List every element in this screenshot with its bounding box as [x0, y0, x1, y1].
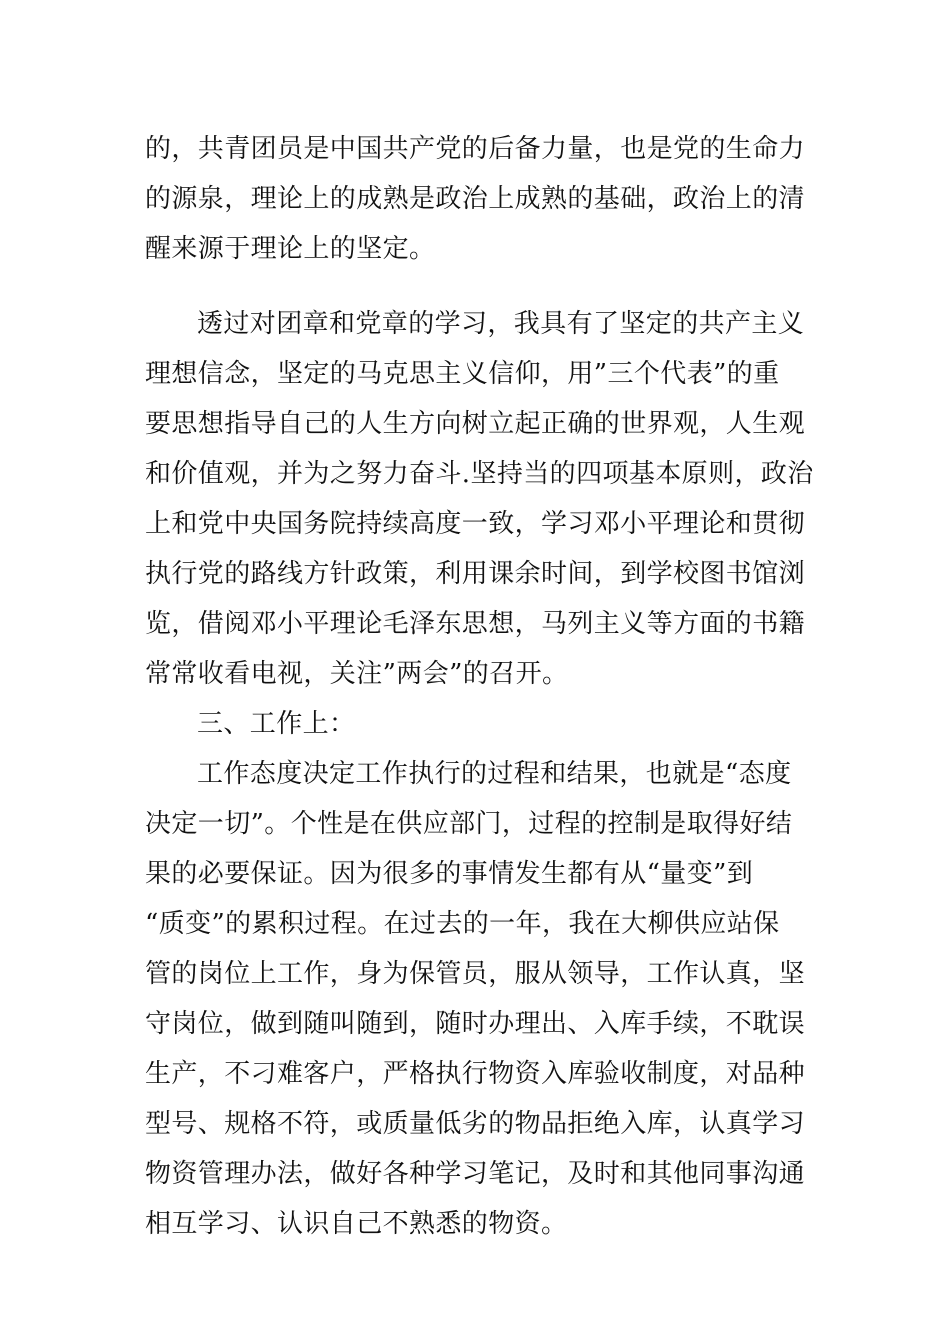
paragraph-gap — [145, 274, 810, 299]
text-line: 的源泉，理论上的成熟是政治上成熟的基础，政治上的清 — [145, 184, 806, 214]
text-line: 生产，不刁难客户，严格执行物资入库验收制度，对品种 — [145, 1059, 806, 1089]
text-line: 要思想指导自己的人生方向树立起正确的世界观，人生观 — [145, 409, 806, 439]
paragraph-study — [145, 299, 814, 699]
text-line: 常常收看电视，关注”两会”的召开。 — [145, 659, 569, 689]
text-line: 执行党的路线方针政策，利用课余时间，到学校图书馆浏 — [145, 559, 806, 589]
section-heading-work — [145, 699, 810, 749]
text-line: 决定一切”。个性是在供应部门，过程的控制是取得好结 — [145, 809, 793, 839]
text-line: 理想信念，坚定的马克思主义信仰，用”三个代表”的重 — [145, 359, 780, 389]
text-line: 相互学习、认识自己不熟悉的物资。 — [145, 1209, 568, 1239]
text-line: 型号、规格不符，或质量低劣的物品拒绝入库，认真学习 — [145, 1109, 806, 1139]
paragraph-intro-continuation — [145, 124, 810, 274]
text-line: 物资管理办法，做好各种学习笔记，及时和其他同事沟通 — [145, 1159, 806, 1189]
text-line: “质变”的累积过程。在过去的一年，我在大柳供应站保 — [145, 909, 780, 939]
paragraph-work — [145, 749, 810, 1249]
document-body — [145, 124, 814, 1249]
section-heading: 三、工作上： — [197, 709, 356, 739]
text-line: 透过对团章和党章的学习，我具有了坚定的共产主义 — [197, 309, 805, 339]
text-line: 醒来源于理论上的坚定。 — [145, 234, 436, 264]
text-line: 果的必要保证。因为很多的事情发生都有从“量变”到 — [145, 859, 754, 889]
text-line: 上和党中央国务院持续高度一致，学习邓小平理论和贯彻 — [145, 509, 806, 539]
text-line: 的，共青团员是中国共产党的后备力量，也是党的生命力 — [145, 134, 806, 164]
text-line: 守岗位，做到随叫随到，随时办理出、入库手续，不耽误 — [145, 1009, 806, 1039]
text-line: 管的岗位上工作，身为保管员，服从领导，工作认真，坚 — [145, 959, 806, 989]
text-line: 和价值观，并为之努力奋斗.坚持当的四项基本原则，政治 — [145, 459, 814, 489]
text-line: 览，借阅邓小平理论毛泽东思想，马列主义等方面的书籍 — [145, 609, 806, 639]
text-line: 工作态度决定工作执行的过程和结果，也就是“态度 — [197, 759, 792, 789]
